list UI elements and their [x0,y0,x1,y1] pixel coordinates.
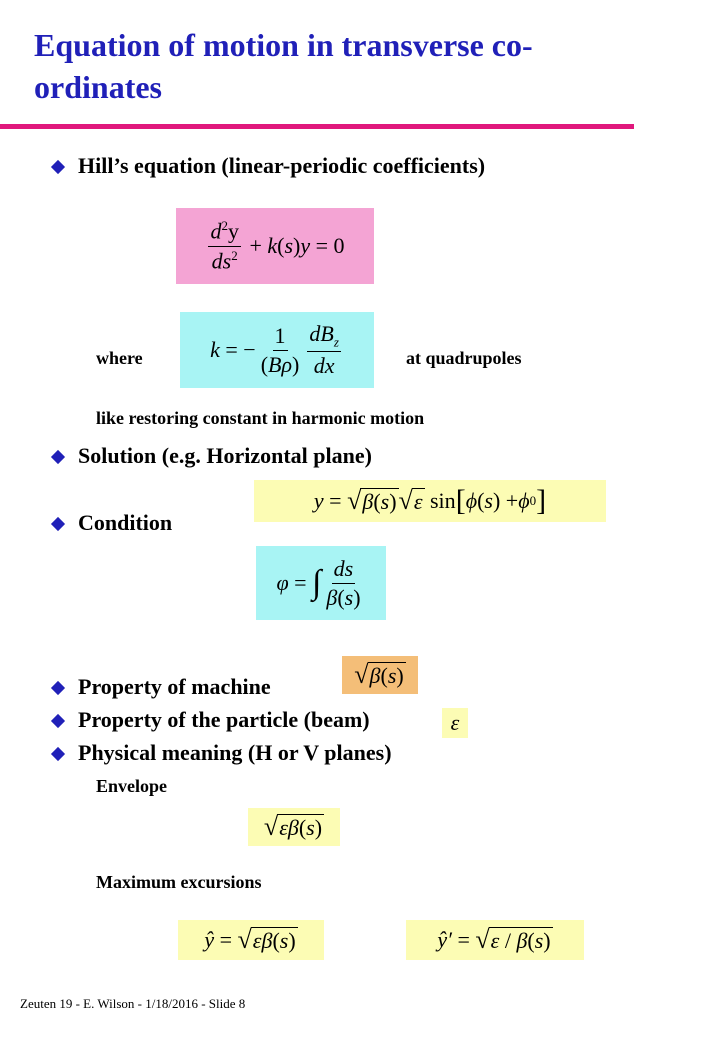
title-divider [0,124,634,129]
max-y-prime-formula: ŷ′ = √ ε / β(s) [406,920,584,960]
where-label: where [96,348,143,368]
max-excursions-label: Maximum excursions [96,872,262,892]
max-y-formula: ŷ = √ εβ(s) [178,920,324,960]
envelope-formula: √ εβ(s) [248,808,340,846]
diamond-bullet-icon [51,681,65,695]
phase-condition-formula: φ = ∫ $\frac{ds}{\beta(s)}$ [256,546,386,620]
bullet-solution: Solution (e.g. Horizontal plane) [78,443,372,468]
diamond-bullet-icon [51,160,65,174]
at-quadrupoles-label: at quadrupoles [406,348,522,368]
restoring-constant-text: like restoring constant in harmonic motion [96,408,425,428]
k-definition-formula: k = − $\frac{1}{(B\rho)}$ $\frac{dB_z}{dx}$ [180,312,374,388]
slide-title: Equation of motion in transverse co-ordinates [34,27,533,105]
bullet-condition: Condition [78,510,173,535]
diamond-bullet-icon [51,517,65,531]
bullet-physical-meaning: Physical meaning (H or V planes) [78,740,392,765]
envelope-label: Envelope [96,776,168,796]
diamond-bullet-icon [51,747,65,761]
bullet-property-machine: Property of machine [78,674,271,699]
solution-formula: y = √ β(s) √ ε sin [ ϕ ( s ) + ϕ 0 ] [254,480,606,522]
bullet-property-particle: Property of the particle (beam) [78,707,370,732]
slide-footer: Zeuten 19 - E. Wilson - 1/18/2016 - Slide 8 [20,996,246,1011]
sqrt-beta-formula: √ β(s) [342,656,418,694]
diamond-bullet-icon [51,714,65,728]
hills-equation-formula: $\frac{d^2y}{ds^2}$ + k(s)y = 0 [176,208,374,284]
diamond-bullet-icon [51,450,65,464]
epsilon-symbol: ε [442,708,468,738]
bullet-hills-equation: Hill’s equation (linear-periodic coefficients) [78,153,486,178]
